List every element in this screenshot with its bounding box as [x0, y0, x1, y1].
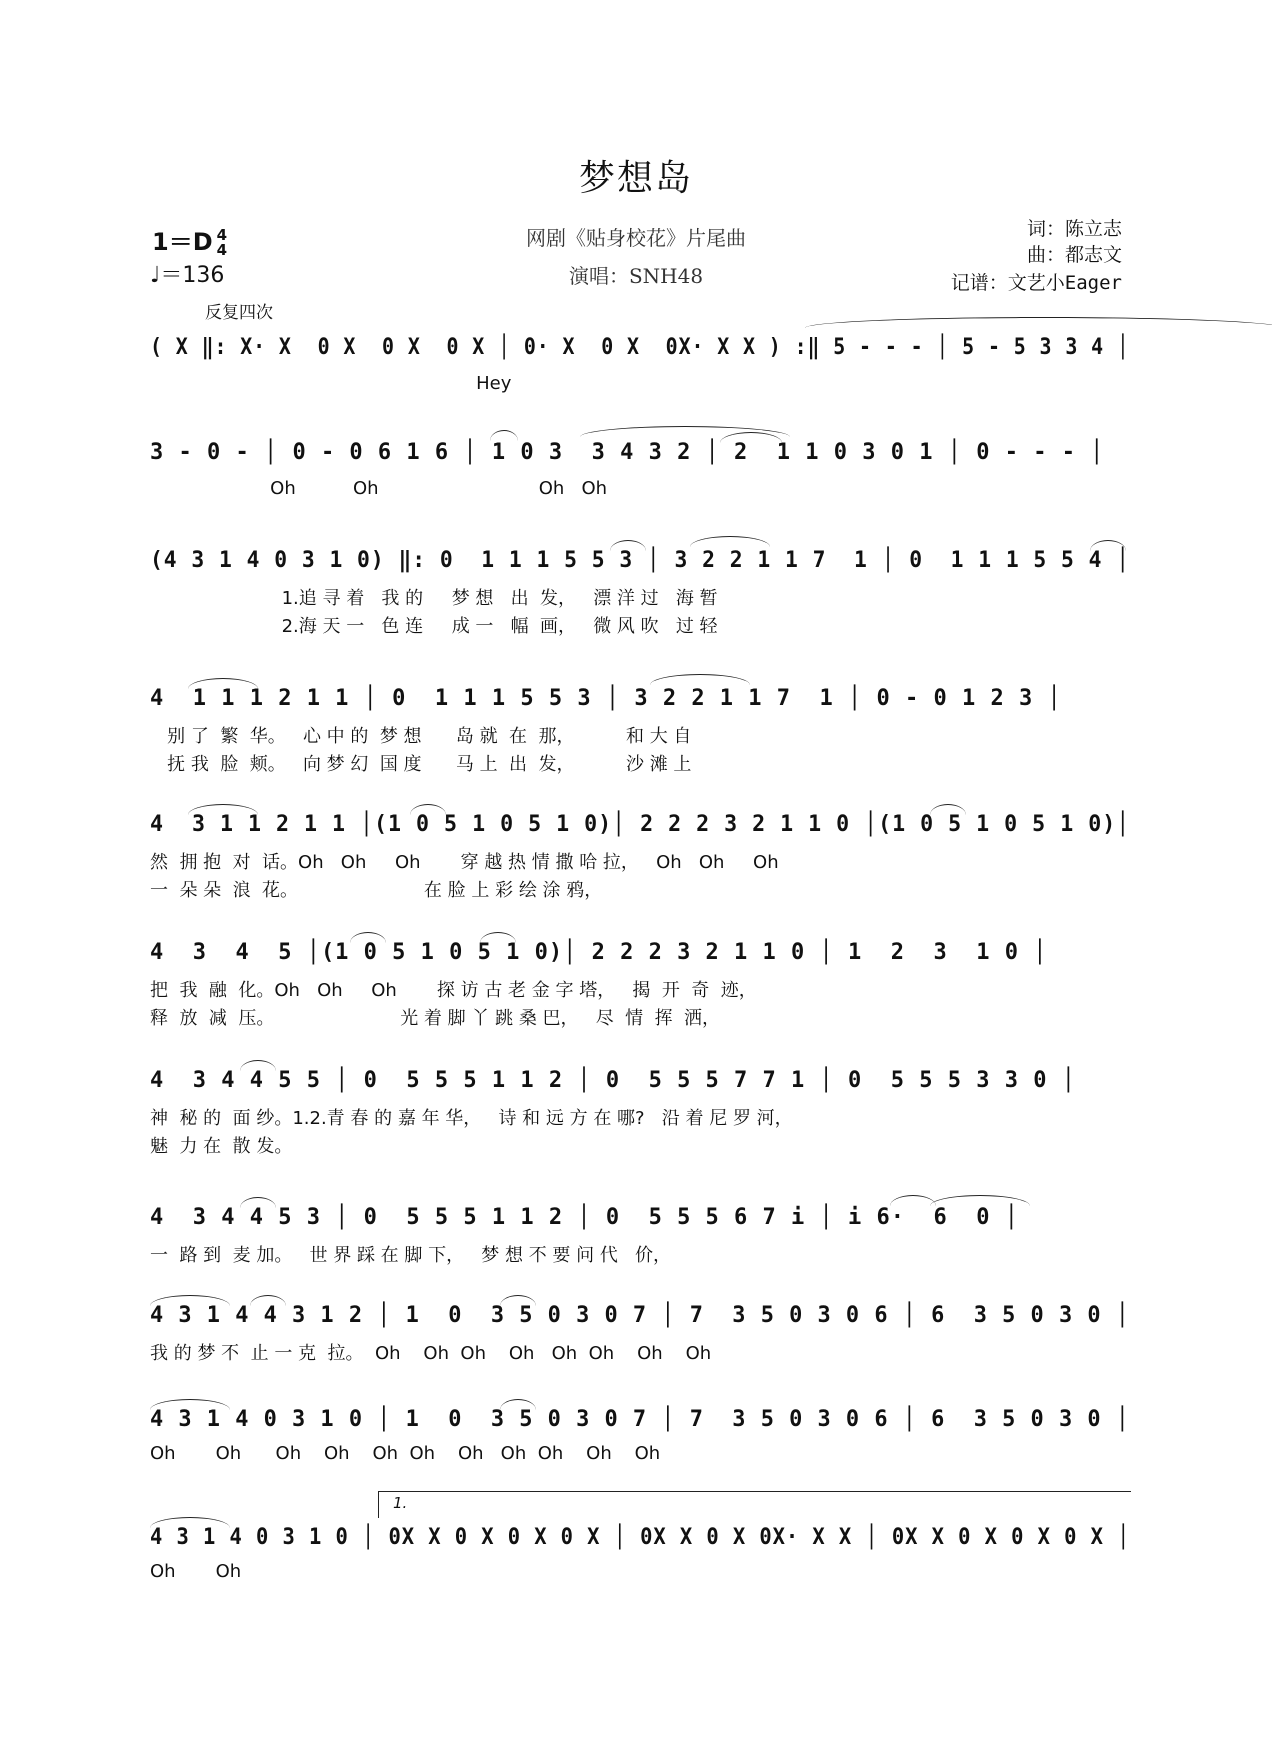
transcriber-credit: 记谱：文艺小Eager: [950, 272, 1122, 294]
slur: [690, 536, 770, 547]
lyrics-verse-2: 魅 力 在 散 发。: [150, 1136, 293, 1157]
score-system-9: [150, 1303, 1130, 1363]
score-system-1: [150, 335, 1130, 395]
lyrics-verse-1: Oh Oh Oh Oh: [150, 478, 608, 499]
slur: [650, 674, 750, 685]
notation-line: 4 3 1 4 4 3 1 2 │ 1 0 3 5 0 3 0 7 │ 7 3 5 0 3 0 6 │ 6 3 5 0 3 0 │: [150, 1303, 1130, 1328]
slur: [805, 317, 1272, 328]
score-system-6: [150, 940, 1130, 1030]
page-title: 梦想岛: [578, 158, 693, 199]
notation-line: 4 3 4 4 5 3 │ 0 5 5 5 1 1 2 │ 0 5 5 5 6 7 i │ i 6· 6 0 │: [150, 1205, 1019, 1230]
composer-credit: 曲：都志文: [1026, 244, 1122, 266]
key-label: 1＝D: [152, 228, 213, 256]
score-system-8: [150, 1205, 1130, 1265]
notation-line: (4 3 1 4 0 3 1 0) ‖: 0 1 1 1 5 5 3 │ 3 2 2 1 1 7 1 │ 0 1 1 1 5 5 4 │: [150, 548, 1131, 573]
score-system-2: [150, 440, 1130, 510]
lyrics-verse-1: Hey: [150, 373, 512, 394]
repeat-instruction: 反复四次: [205, 303, 273, 323]
notation-line: 4 3 1 1 2 1 1 │(1 0 5 1 0 5 1 0)│ 2 2 2 3 2 1 1 0 │(1 0 5 1 0 5 1 0)│: [150, 812, 1131, 837]
volta-number: 1.: [393, 1494, 408, 1512]
singer-credit: 演唱：SNH48: [568, 264, 704, 288]
lyrics-verse-2: 一 朵 朵 浪 花。 在 脸 上 彩 绘 涂 鸦，: [150, 880, 603, 901]
notation-line: 4 3 4 5 │(1 0 5 1 0 5 1 0)│ 2 2 2 3 2 1 1 0 │ 1 2 3 1 0 │: [150, 940, 1048, 965]
lyrics-verse-1: 把 我 融 化。Oh Oh Oh 探 访 古 老 金 字 塔， 揭 开 奇 迹，: [150, 980, 757, 1001]
score-system-10: [150, 1407, 1130, 1467]
notation-line: ( X ‖: X· X 0 X 0 X 0 X │ 0· X 0 X 0X· X X ) :‖ 5 - - - │ 5 - 5 3 3 4 │: [150, 335, 1130, 360]
lyrics-verse-1: Oh Oh: [150, 1561, 242, 1582]
score-system-7: [150, 1068, 1130, 1158]
lyrics-verse-1: Oh Oh Oh Oh Oh Oh Oh Oh Oh Oh Oh: [150, 1443, 661, 1464]
lyrics-verse-1: 一 路 到 麦 加。 世 界 踩 在 脚 下， 梦 想 不 要 问 代 价，: [150, 1245, 672, 1266]
notation-line: 4 3 4 4 5 5 │ 0 5 5 5 1 1 2 │ 0 5 5 5 7 7 1 │ 0 5 5 5 3 3 0 │: [150, 1068, 1076, 1093]
lyrics-verse-2: 释 放 减 压。 光 着 脚 丫 跳 桑 巴， 尽 情 挥 洒，: [150, 1008, 721, 1029]
notation-line: 3 - 0 - │ 0 - 0 6 1 6 │ 1 0 3 3 4 3 2 │ 2 1 1 0 3 0 1 │ 0 - - - │: [150, 440, 1105, 465]
notation-line: 4 1 1 1 2 1 1 │ 0 1 1 1 5 5 3 │ 3 2 2 1 1 7 1 │ 0 - 0 1 2 3 │: [150, 686, 1062, 711]
score-system-5: [150, 812, 1130, 902]
score-system-4: [150, 686, 1130, 776]
score-system-11: [150, 1494, 1131, 1595]
lyrics-verse-2: 2.海 天 一 色 连 成 一 幅 画， 微 风 吹 过 轻: [150, 616, 718, 637]
lyrics-verse-1: 神 秘 的 面 纱。1.2.青 春 的 嘉 年 华， 诗 和 远 方 在 哪? 沿 着 尼 罗 河，: [150, 1108, 793, 1129]
lyrics-verse-1: 然 拥 抱 对 话。Oh Oh Oh 穿 越 热 情 撒 哈 拉， Oh Oh Oh: [150, 852, 779, 873]
lyrics-verse-1: 1.追 寻 着 我 的 梦 想 出 发， 漂 洋 过 海 暂: [150, 588, 718, 609]
subtitle: 网剧《贴身校花》片尾曲: [526, 226, 746, 250]
notation-line: 4 3 1 4 0 3 1 0 │ 1 0 3 5 0 3 0 7 │ 7 3 5 0 3 0 6 │ 6 3 5 0 3 0 │: [150, 1407, 1130, 1432]
first-ending-bracket: [378, 1491, 1131, 1518]
time-signature: 4 4: [216, 226, 228, 259]
notation-line: 4 3 1 4 0 3 1 0 │ 0X X 0 X 0 X 0 X │ 0X X 0 X 0X· X X │ 0X X 0 X 0 X 0 X │: [150, 1525, 1131, 1550]
tempo-marking: ♩＝136: [150, 263, 225, 288]
lyrics-verse-1: 我 的 梦 不 止 一 克 拉。 Oh Oh Oh Oh Oh Oh Oh Oh: [150, 1343, 712, 1364]
lyricist-credit: 词：陈立志: [1026, 218, 1122, 240]
lyrics-verse-1: 别 了 繁 华。 心 中 的 梦 想 岛 就 在 那， 和 大 自: [150, 726, 692, 747]
lyrics-verse-2: 抚 我 脸 颊。 向 梦 幻 国 度 马 上 出 发， 沙 滩 上: [150, 754, 692, 775]
score-system-3: [150, 548, 1130, 638]
